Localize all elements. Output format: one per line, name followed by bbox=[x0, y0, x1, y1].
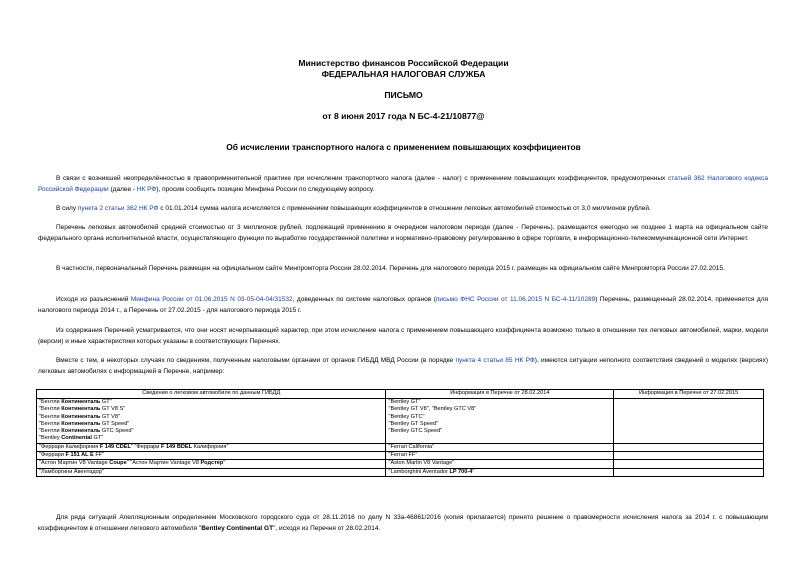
cell-text-bold: F 149 BDEL bbox=[160, 443, 193, 450]
table-row bbox=[37, 399, 764, 444]
link-nk-rf[interactable]: НК РФ bbox=[136, 186, 157, 193]
cell-line bbox=[39, 428, 383, 435]
paragraph-text: с 01.01.2014 сумма налога исчисляется с применением повышающих коэффициентов в отношении легковых автомобилей стоимостью от 3,0 миллионов рублей. bbox=[158, 205, 651, 212]
cell-text: GT" bbox=[100, 399, 112, 405]
letter-subject: Об исчислении транспортного налога с применением повышающих коэффициентов bbox=[226, 142, 581, 152]
service-title: ФЕДЕРАЛЬНАЯ НАЛОГОВАЯ СЛУЖБА bbox=[321, 69, 486, 79]
cell-line bbox=[39, 421, 383, 428]
paragraph-text: ), имеются ситуации неполного соответствия сведений о моделях (версиях) легковых автомобилях с информацией в Перечне, например: bbox=[38, 357, 768, 375]
table-cell-gibdd bbox=[37, 452, 386, 460]
cell-text: "Lamborghini Aventador bbox=[388, 468, 450, 475]
table-cell-list-2015 bbox=[614, 460, 764, 468]
cell-text: "Феррари bbox=[39, 452, 66, 459]
column-header: Информация в Перечне от 28.02.2014 bbox=[386, 390, 614, 399]
link-point-2-article-362[interactable]: пункта 2 статьи 362 НК РФ bbox=[77, 205, 159, 212]
cell-text: GTC Speed" bbox=[100, 428, 134, 435]
link-article-362[interactable]: статьей 362 Налогового кодекса Российской Федерации bbox=[38, 175, 768, 193]
cell-line: "Bentley GT" bbox=[388, 399, 421, 405]
cell-text: GT Speed" bbox=[100, 420, 130, 427]
cell-text: "Bentley bbox=[39, 435, 62, 442]
cell-text: "Бентли bbox=[39, 406, 62, 413]
car-comparison-table bbox=[36, 389, 764, 477]
cell-text-bold: Континенталь bbox=[61, 406, 101, 413]
cell-line bbox=[39, 406, 383, 413]
cell-line: "Bentley GT V8", "Bentley GTC V8" bbox=[388, 406, 477, 413]
paragraph-5 bbox=[38, 294, 768, 316]
link-minfin-letter[interactable]: Минфина России от 01.06.2015 N 03-05-04-04/31532 bbox=[130, 296, 293, 303]
table-cell-list-2015 bbox=[614, 468, 764, 476]
table-cell-list-2014: "Aston Martin V8 Vantage" bbox=[386, 460, 614, 468]
cell-text: GT" bbox=[91, 435, 104, 442]
paragraph-3: Перечень легковых автомобилей средней стоимостью от 3 миллионов рублей, подлежащий применению в очередном налоговом периоде (далее - Перечень), размещается ежегодно не позднее 1 марта на официальном сайте федерального органа исполнительной власти, осуществляющего функции по выработке государственной политики и нормативно-правовому регулированию в сфере торговли, в информационно-телекоммуникационной сети Интернет. bbox=[38, 224, 768, 242]
table-cell-list-2014 bbox=[386, 468, 614, 476]
document-date-number: от 8 июня 2017 года N БС-4-21/10877@ bbox=[322, 111, 485, 121]
table-cell-list-2015 bbox=[614, 399, 764, 444]
paragraph-text: Вместе с тем, в некоторых случаях по сведениям, полученным налоговыми органами от органов ГИБДД МВД России (в порядке bbox=[56, 357, 456, 364]
table-row bbox=[37, 452, 764, 460]
cell-text-bold: Coupe bbox=[109, 460, 127, 467]
cell-text: GT V8 S" bbox=[100, 406, 126, 413]
paragraph-1 bbox=[38, 173, 768, 195]
table-cell-gibdd bbox=[37, 399, 386, 444]
cell-line bbox=[39, 399, 383, 406]
cell-text-bold: F 149 CDEL bbox=[99, 443, 131, 450]
cell-text: "Бентли bbox=[39, 399, 62, 405]
cell-text: FF" bbox=[93, 452, 105, 459]
cell-line: "Bentley GT Speed" bbox=[388, 420, 439, 427]
table-cell-gibdd bbox=[37, 468, 386, 476]
cell-text: " bbox=[472, 468, 475, 475]
link-fns-letter[interactable]: письмо ФНС России от 11.06.2015 N БС-4-11/10289 bbox=[435, 296, 596, 303]
cell-text: GT V8" bbox=[100, 413, 120, 420]
document-type: ПИСЬМО bbox=[384, 90, 423, 100]
paragraph-text: Для ряда ситуаций Апелляционным определением Московского городского суда от 28.11.2016 по делу N 33а-46861/2016 (копия прилагается) принято решение о правомерности исчисления налога за 2014 г. с повышающим коэффициентом в отношении легкового автомобиля " bbox=[38, 514, 768, 532]
cell-text: "Бентли bbox=[39, 428, 62, 435]
paragraph-text: Исходя из разъяснений bbox=[56, 296, 131, 303]
table-cell-list-2014: "Ferrari FF" bbox=[386, 452, 614, 460]
cell-text-bold: Континенталь bbox=[61, 399, 101, 405]
paragraph-text: В связи с возникшей неопределённостью в правоприменительной практике при исчислении транспортного налога (далее - налог) с применением повышающих коэффициентов, предусмотренных bbox=[56, 175, 668, 182]
paragraph-text: ", исходя из Перечня от 28.02.2014. bbox=[273, 525, 381, 532]
paragraph-4: В частности, первоначальный Перечень размещен на официальном сайте Минпромторга России 28.02.2014. Перечень для налогового периода 2015 г. размещен на официальном сайте Минпромторга России 27.02.2015. bbox=[56, 265, 725, 272]
paragraph-closing bbox=[38, 512, 768, 534]
table-row bbox=[37, 443, 764, 451]
table-cell-list-2014 bbox=[386, 399, 614, 444]
table-cell-list-2015 bbox=[614, 443, 764, 451]
table-header-row bbox=[37, 390, 764, 399]
cell-text: "Астон Мартин V8 Vantage bbox=[39, 460, 110, 467]
table-row bbox=[37, 460, 764, 468]
table-cell-list-2014: "Ferrari California" bbox=[386, 443, 614, 451]
paragraph-2 bbox=[38, 203, 768, 214]
cell-text: "Бентли bbox=[39, 413, 62, 420]
cell-text: "Бентли bbox=[39, 420, 62, 427]
table-row bbox=[37, 468, 764, 476]
cell-text: Калифорния" bbox=[192, 443, 229, 450]
link-point-4-article-85[interactable]: пункта 4 статьи 85 НК РФ bbox=[455, 357, 535, 364]
table-cell-list-2015 bbox=[614, 452, 764, 460]
cell-text-bold: Континенталь bbox=[61, 420, 101, 427]
ministry-title: Министерство финансов Российской Федерации bbox=[298, 58, 509, 68]
paragraph-6: Из содержания Перечней усматривается, что они носят исчерпывающий характер, при этом исчисление налога с применением повышающего коэффициента возможно только в отношении тех легковых автомобилей, марки, модели (версии) и иные характеристики которых указаны в соответствующих Перечнях. bbox=[38, 327, 768, 345]
paragraph-text: (далее - bbox=[108, 186, 137, 193]
cell-text-bold: F 151 AL E bbox=[65, 452, 94, 459]
paragraph-text: В силу bbox=[56, 205, 78, 212]
cell-text-bold: LP 700-4 bbox=[449, 468, 473, 475]
paragraph-text: ), просим сообщить позицию Минфина России по следующему вопросу. bbox=[156, 186, 375, 193]
cell-text: "Ламборгини Авентадор" bbox=[39, 468, 104, 475]
cell-text: "Феррари Калифорния bbox=[39, 443, 100, 450]
paragraph-7 bbox=[38, 355, 768, 377]
table-cell-gibdd bbox=[37, 443, 386, 451]
paragraph-text-bold: Bentley Continental GT bbox=[201, 525, 274, 532]
paragraph-text: , доведенных по системе налоговых органов ( bbox=[292, 296, 436, 303]
cell-text: " "Астон Мартин Vantage V8 bbox=[126, 460, 201, 467]
cell-text-bold: Континенталь bbox=[61, 428, 101, 435]
cell-line bbox=[39, 414, 383, 421]
cell-line: "Bentley GTC" bbox=[388, 413, 425, 420]
cell-text-bold: Континенталь bbox=[61, 413, 101, 420]
cell-line: "Bentley GTC Speed" bbox=[388, 428, 443, 435]
column-header: Сведения о легковом автомобиле по данным ГИБДД bbox=[37, 390, 386, 399]
paragraph-text: ) Перечень, размещенный 28.02.2014, применяется для налогового периода 2014 г., а Перечень от 27.02.2015 - для налогового периода 2015 г. bbox=[38, 296, 769, 314]
table-cell-gibdd bbox=[37, 460, 386, 468]
cell-text: " bbox=[223, 460, 226, 467]
cell-text-bold: Родстер bbox=[200, 460, 224, 467]
cell-text-bold: Continental bbox=[61, 435, 92, 442]
cell-line bbox=[39, 435, 383, 442]
cell-text: " "Феррари bbox=[130, 443, 161, 450]
column-header: Информация в Перечне от 27.02.2015 bbox=[614, 390, 764, 399]
